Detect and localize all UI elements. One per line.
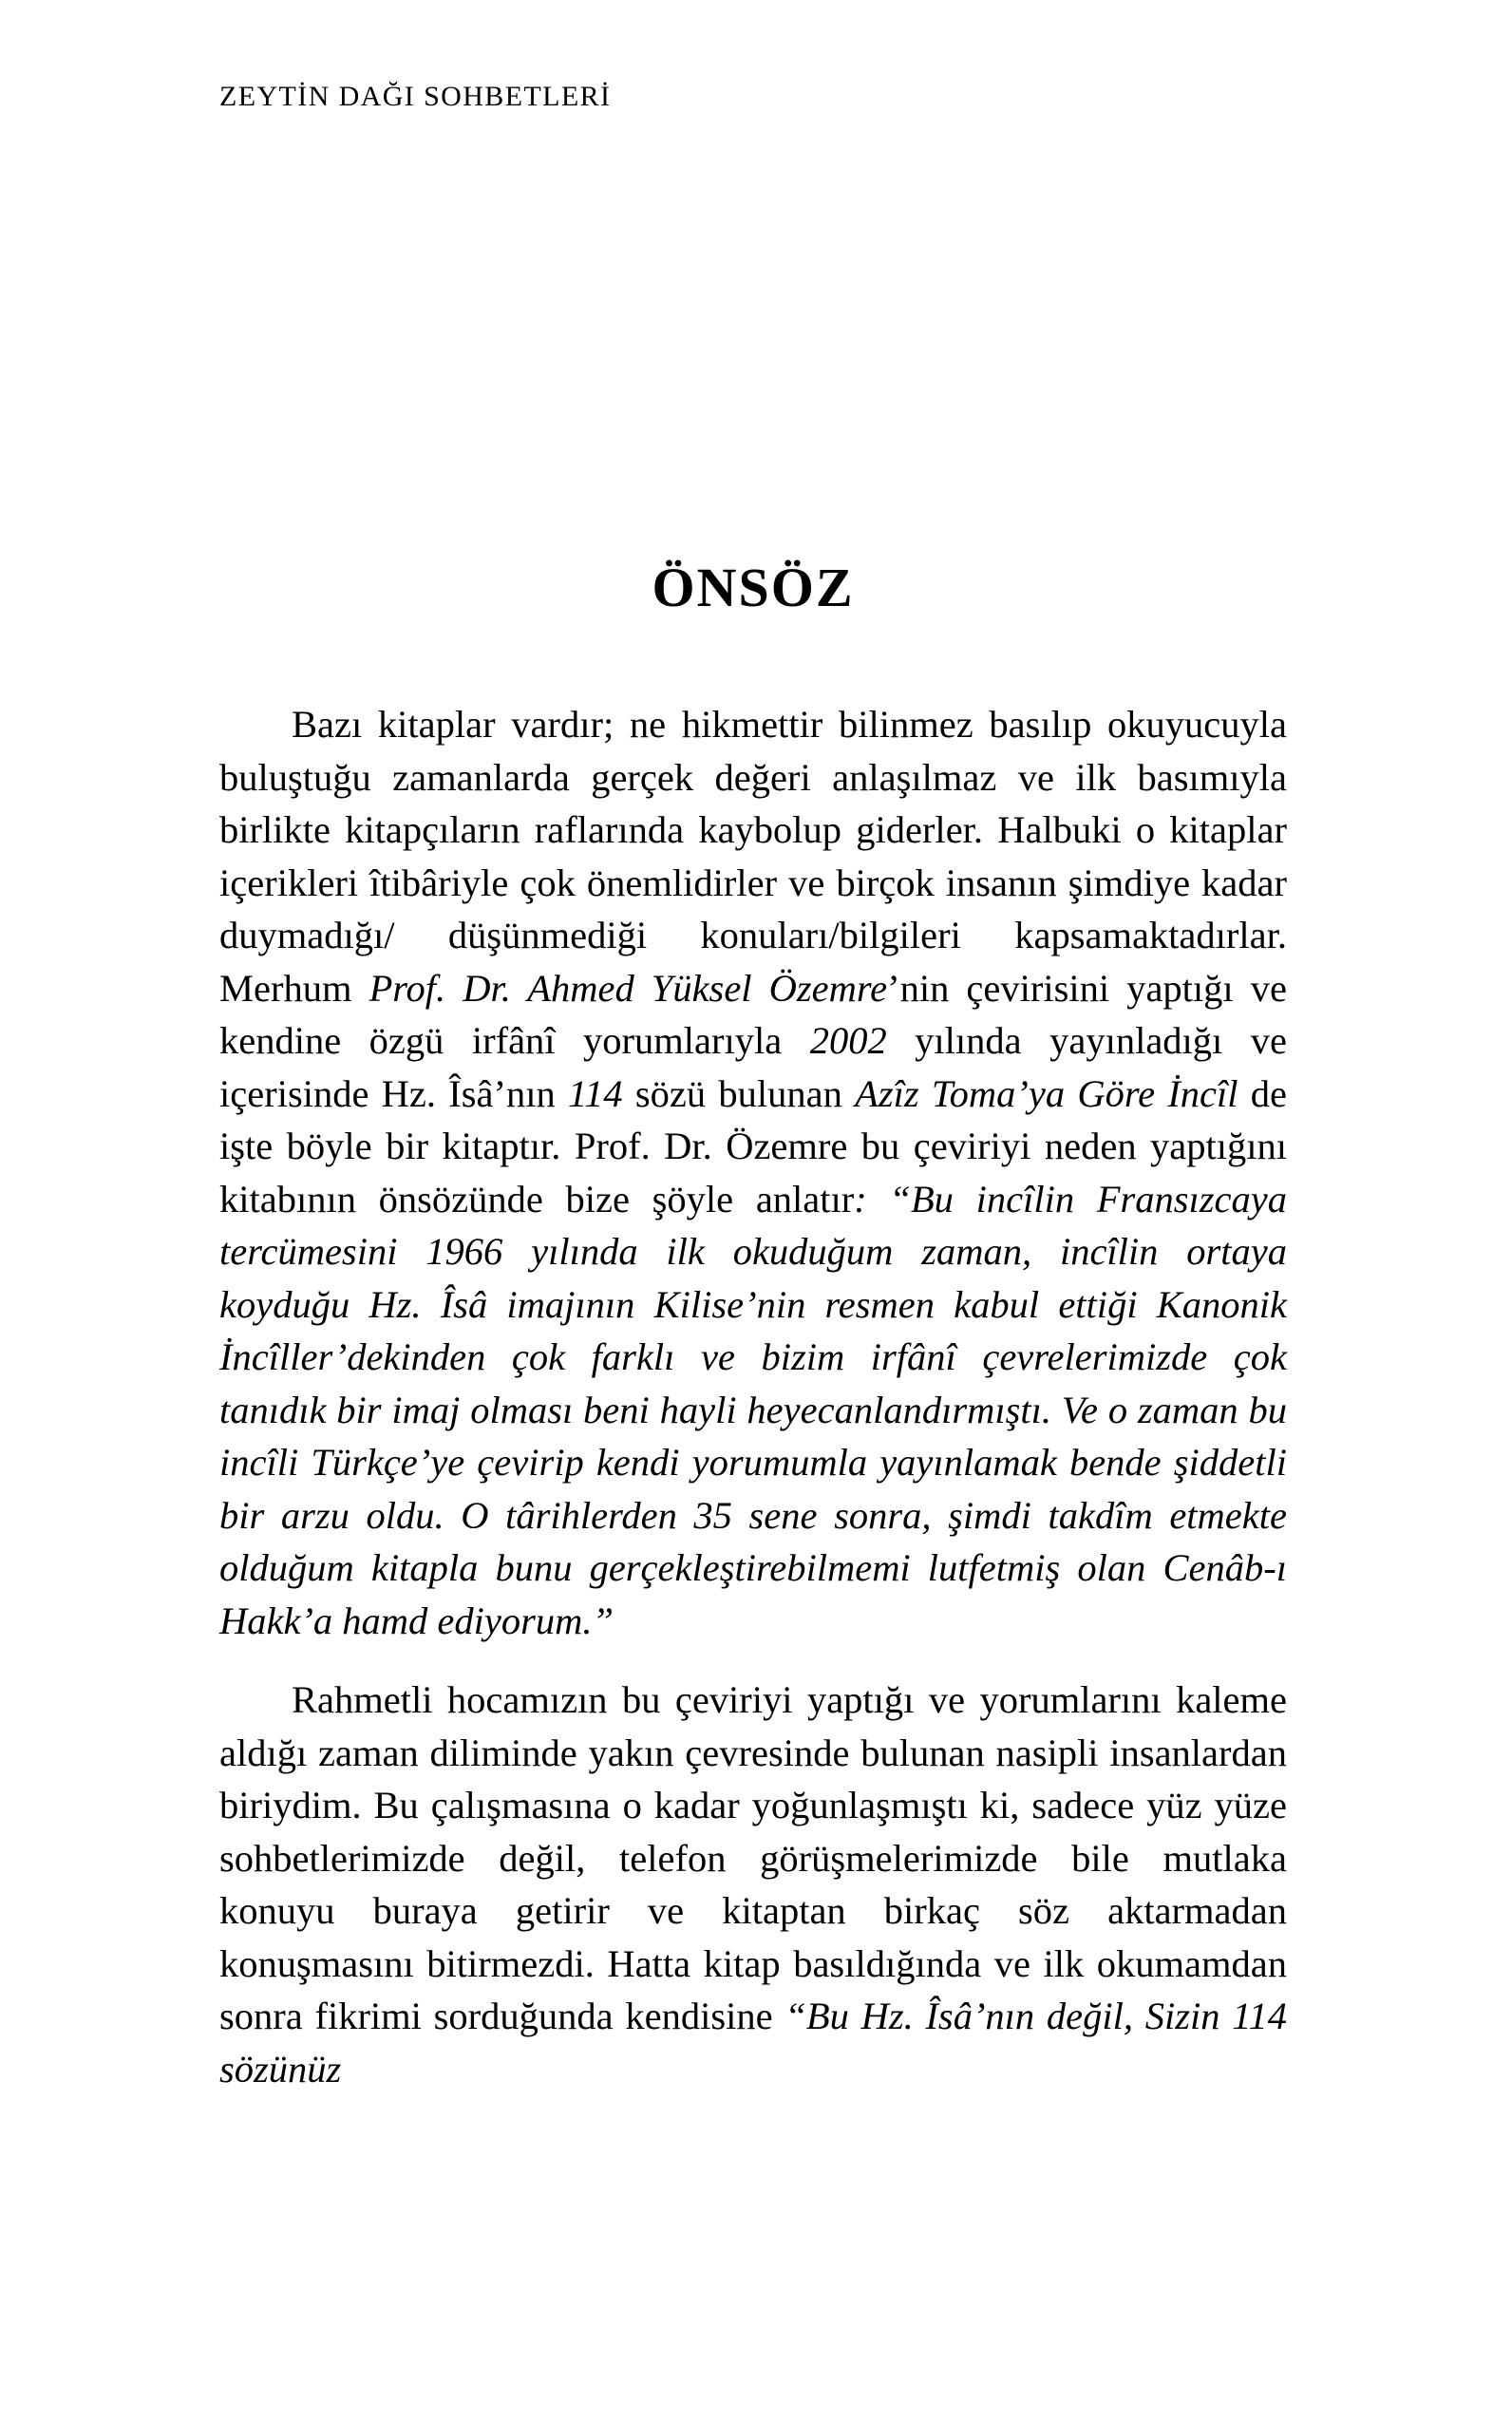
italic-run: 114 <box>567 1071 623 1115</box>
roman-run: yılında yayınladığı ve içerisinde Hz. Îsâ’nın <box>219 1019 1287 1115</box>
italic-run: Azîz Toma’ya Göre İncîl <box>855 1071 1238 1115</box>
paragraph-1 <box>219 698 1287 1647</box>
italic-run: “Bu Hz. Îsâ’nın değil, Sizin 114 sözünüz <box>219 1995 1287 2091</box>
running-header: ZEYTİN DAĞI SOHBETLERİ <box>219 81 612 112</box>
italic-run: Prof. Dr. Ahmed Yüksel Özemre <box>369 966 888 1010</box>
paragraph-2 <box>219 1674 1287 2095</box>
roman-run: ’nin çevirisini yaptığı ve kendine özgü irfânî yorumlarıyla <box>219 966 1287 1062</box>
roman-run: de işte böyle bir kitaptır. Prof. Dr. Özemre bu çeviriyi neden yaptığını kitabının önsözünde bize şöyle anlatır <box>219 1071 1288 1220</box>
roman-run: Rahmetli hocamızın bu çeviriyi yaptığı ve yorumlarını kaleme aldığı zaman diliminde yakın çevresinde bulunan nasipli insanlardan biriydim. Bu çalışmasına o kadar yoğunlaşmıştı ki, sadece yüz yüze sohbetlerimizde değil, telefon görüşmelerimizde bile mutlaka konuyu buraya getirir ve kitaptan birkaç söz aktarmadan konuşmasını bitirmezdi. Hatta kitap basıldığında ve ilk okumamdan sonra fikrimi sorduğunda kendisine <box>219 1678 1287 2037</box>
roman-run: sözü bulunan <box>622 1071 856 1115</box>
roman-run: Bazı kitaplar vardır; ne hikmettir bilinmez basılıp okuyucuyla buluştuğu zamanlarda gerçek değeri anlaşılmaz ve ilk basımıyla birlikte kitapçıların raflarında kaybolup giderler. Halbuki o kitaplar içerikleri îtibâriyle çok önemlidirler ve birçok insanın şimdiye kadar duymadığı/ düşünmediği konuları/bilgileri kapsamaktadırlar. Merhum <box>219 703 1287 1010</box>
page-title: ÖNSÖZ <box>652 556 855 618</box>
italic-run: : “Bu incîlin Fransızcaya tercümesini 1966 yılında ilk okuduğum zaman, incîlin ortaya koyduğu Hz. Îsâ imajının Kilise’nin resmen kabul ettiği Kanonik İncîller’dekinden çok farklı ve bizim irfânî çevrelerimizde çok tanıdık bir imaj olması beni hayli heyecanlandırmıştı. Ve o zaman bu incîli Türkçe’ye çevirip kendi yorumumla yayınlamak bende şiddetli bir arzu oldu. O târihlerden 35 sene sonra, şimdi takdîm etmekte olduğum kitapla bunu gerçekleştirebilmemi lutfetmiş olan Cenâb-ı Hakk’a hamd ediyorum.” <box>219 1177 1287 1642</box>
body-text-block <box>219 698 1287 2095</box>
italic-run: 2002 <box>809 1019 887 1062</box>
